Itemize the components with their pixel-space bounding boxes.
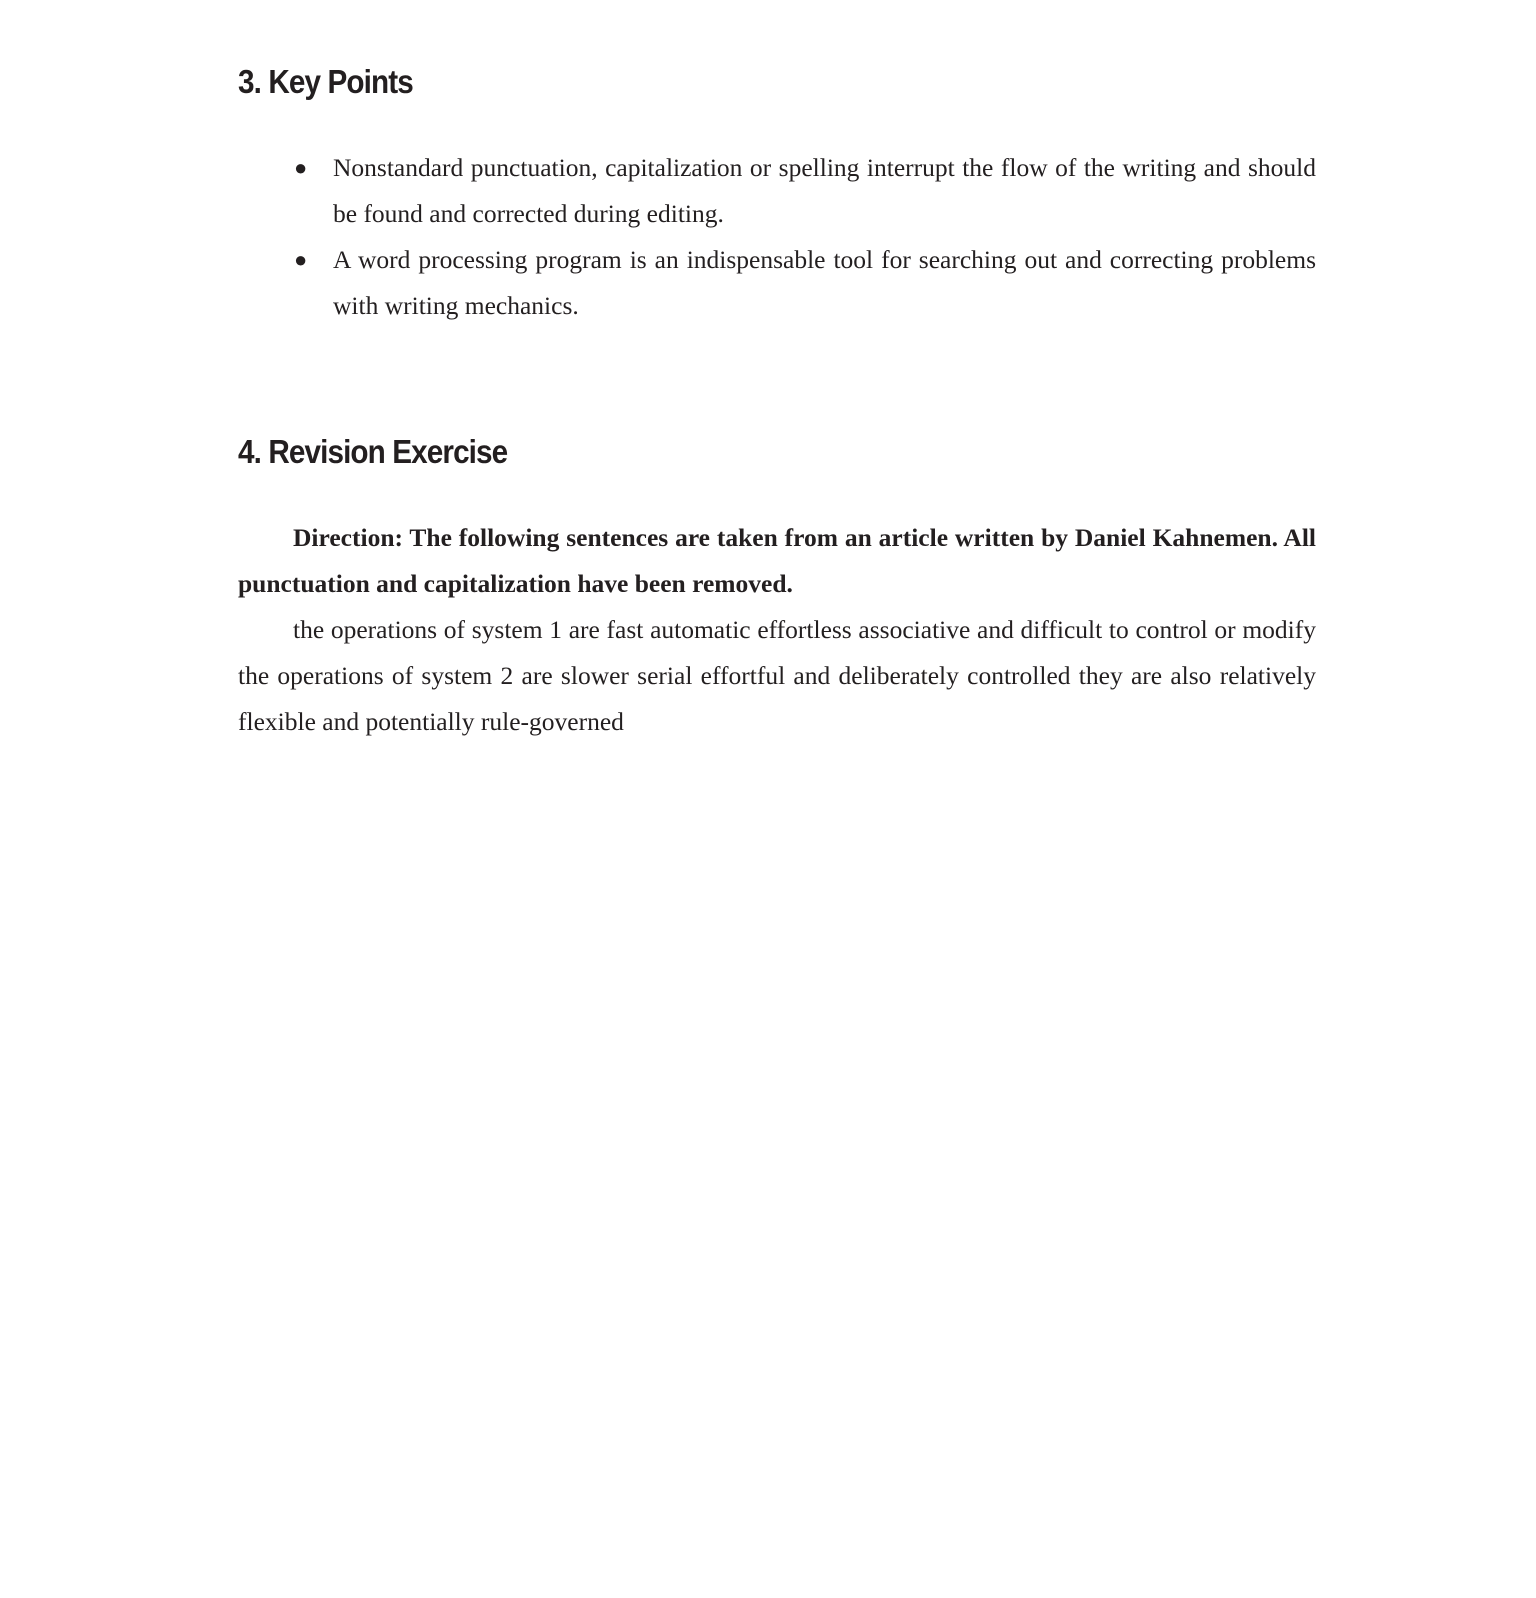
bullet-icon: ● — [294, 247, 308, 272]
section-heading-key-points: 3. Key Points — [238, 63, 413, 100]
key-points-list — [238, 145, 1316, 329]
list-item — [238, 237, 1316, 329]
list-item-text: Nonstandard punctuation, capitalization or spelling interrupt the flow of the writing and should be found and corrected during editing. — [333, 153, 1316, 228]
section-heading-revision-exercise: 4. Revision Exercise — [238, 433, 508, 470]
bullet-icon: ● — [294, 155, 308, 180]
list-item-text: A word processing program is an indispensable tool for searching out and correcting problems with writing mechanics. — [333, 245, 1316, 320]
exercise-passage: the operations of system 1 are fast automatic effortless associative and difficult to control or modify the operations of system 2 are slower serial effortful and deliberately controlled they are also relatively flexible and potentially rule-governed — [238, 615, 1316, 736]
list-item — [238, 145, 1316, 237]
exercise-direction: Direction: The following sentences are taken from an article written by Daniel Kahnemen. All punctuation and capitalization have been removed. — [238, 523, 1316, 598]
